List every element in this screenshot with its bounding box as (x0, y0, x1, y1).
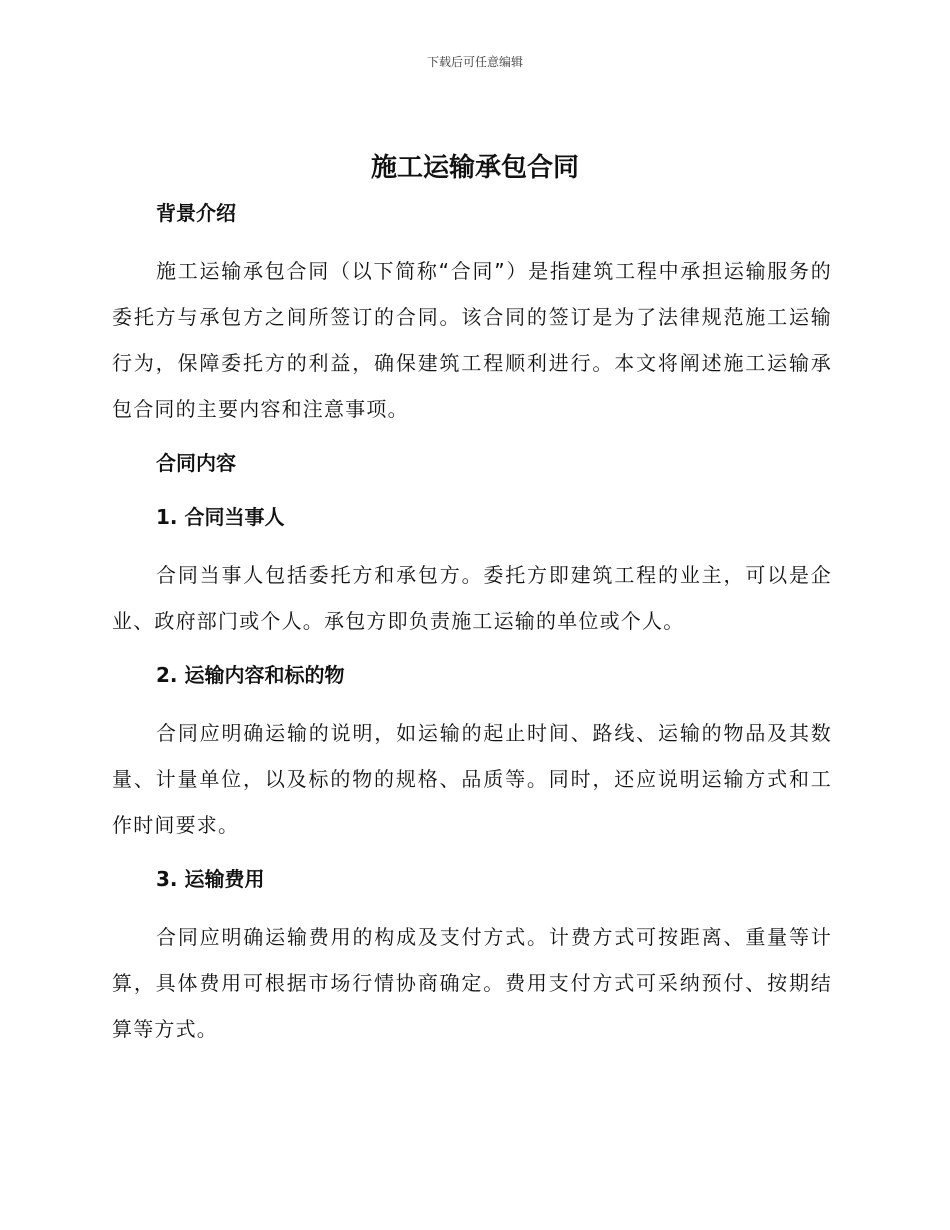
section-paragraph-transport-content: 合同应明确运输的说明，如运输的起止时间、路线、运输的物品及其数量、计量单位，以及标的物的规格、品质等。同时，还应说明运输方式和工作时间要求。 (112, 721, 832, 837)
document-title: 施工运输承包合同 (370, 153, 579, 183)
header-note: 下载后可任意编辑 (426, 55, 523, 69)
section-heading-transport-content: 2. 运输内容和标的物 (156, 663, 345, 687)
section-heading-contract-content: 合同内容 (156, 451, 236, 475)
section-paragraph-transport-fees: 合同应明确运输费用的构成及支付方式。计费方式可按距离、重量等计算，具体费用可根据市场行情协商确定。费用支付方式可采纳预付、按期结算等方式。 (112, 925, 832, 1041)
document-body (112, 194, 832, 1064)
section-heading-parties: 1. 合同当事人 (156, 505, 285, 529)
section-paragraph-parties: 合同当事人包括委托方和承包方。委托方即建筑工程的业主，可以是企业、政府部门或个人。承包方即负责施工运输的单位或个人。 (112, 563, 832, 633)
section-heading-transport-fees: 3. 运输费用 (156, 867, 265, 891)
section-paragraph-background: 施工运输承包合同（以下简称“合同”）是指建筑工程中承担运输服务的委托方与承包方之间所签订的合同。该合同的签订是为了法律规范施工运输行为，保障委托方的利益，确保建筑工程顺利进行。本文将阐述施工运输承包合同的主要内容和注意事项。 (112, 259, 832, 421)
section-heading-background: 背景介绍 (156, 201, 236, 225)
